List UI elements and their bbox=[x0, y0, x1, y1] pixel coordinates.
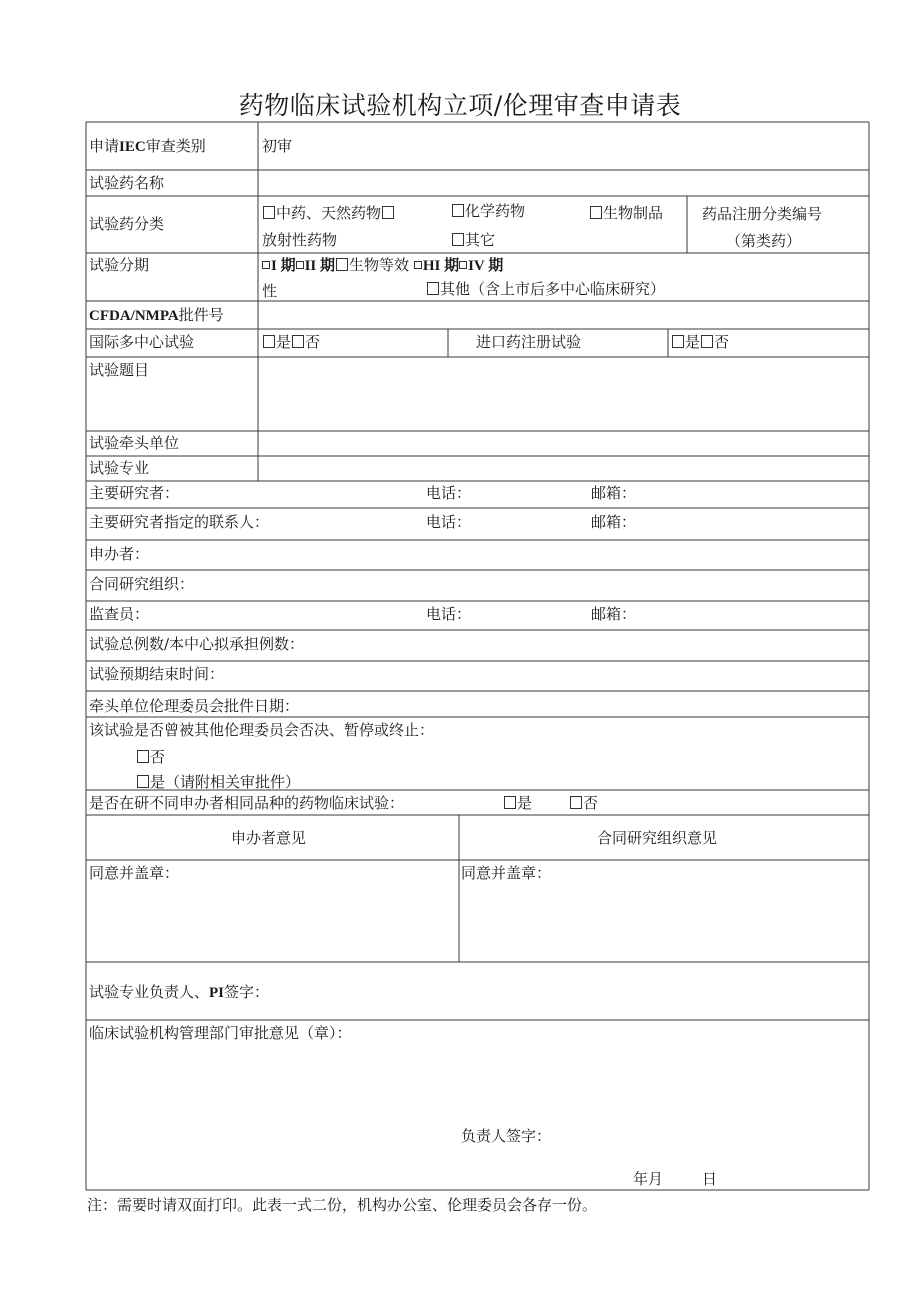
management-label: 临床试验机构管理部门审批意见（章）： bbox=[89, 1024, 352, 1042]
approval-label: CFDA/NMPA批件号 bbox=[89, 306, 224, 324]
phase-options[interactable]: I 期 II 期 生物等效 HI 期 IV 期 bbox=[262, 256, 503, 275]
lead-ethics-label: 牵头单位伦理委员会批件日期： bbox=[89, 697, 300, 715]
checkbox-icon bbox=[672, 335, 684, 348]
intl-label: 国际多中心试验 bbox=[89, 333, 195, 351]
contact-email-label: 邮箱： bbox=[591, 513, 637, 531]
sponsor-label: 申办者： bbox=[89, 545, 150, 563]
drug-class-bio-option[interactable]: 生物制品 bbox=[589, 204, 663, 222]
rejected-yes-option[interactable]: 是（请附相关审批件） bbox=[136, 773, 300, 791]
checkbox-icon bbox=[292, 335, 304, 348]
review-type-value: 初审 bbox=[262, 137, 293, 155]
drug-class-chem-option[interactable]: 化学药物 bbox=[451, 202, 525, 220]
same-variety-question: 是否在研不同申办者相同品种的药物临床试验： bbox=[89, 794, 405, 812]
sponsor-opinion-header: 申办者意见 bbox=[231, 829, 307, 847]
checkbox-icon bbox=[427, 282, 439, 295]
checkbox-icon bbox=[263, 206, 275, 219]
checkbox-icon bbox=[590, 206, 602, 219]
checkbox-icon bbox=[262, 261, 270, 269]
checkbox-icon bbox=[504, 796, 516, 809]
checkbox-icon bbox=[296, 261, 304, 269]
same-variety-no-option[interactable]: 否 bbox=[569, 794, 598, 812]
monitor-label: 监查员： bbox=[89, 605, 150, 623]
checkbox-icon bbox=[452, 233, 464, 246]
review-type-label: 申请IEC审查类别 bbox=[89, 137, 206, 155]
sponsor-agree-label: 同意并盖章： bbox=[89, 864, 180, 882]
checkbox-icon bbox=[414, 261, 422, 269]
phase-bioeq-tail: 性 bbox=[262, 282, 278, 300]
management-signer-label: 负责人签字： bbox=[461, 1127, 552, 1145]
rejected-question: 该试验是否曾被其他伦理委员会否决、暂停或终止： bbox=[89, 721, 435, 739]
checkbox-icon bbox=[137, 750, 149, 763]
checkbox-icon bbox=[263, 335, 275, 348]
lead-unit-field[interactable] bbox=[260, 433, 866, 454]
reg-class-value: （第类药） bbox=[726, 232, 802, 250]
checkbox-icon bbox=[137, 775, 149, 788]
same-variety-yes-option[interactable]: 是 bbox=[503, 794, 532, 812]
lead-unit-label: 试验牵头单位 bbox=[89, 434, 180, 452]
specialty-field[interactable] bbox=[260, 458, 866, 479]
monitor-email-label: 邮箱： bbox=[591, 605, 637, 623]
drug-name-field[interactable] bbox=[260, 172, 866, 194]
checkbox-icon bbox=[452, 204, 464, 217]
checkbox-icon bbox=[336, 258, 348, 271]
import-yes-no[interactable]: 是 否 bbox=[671, 333, 729, 351]
topic-field[interactable] bbox=[260, 359, 866, 429]
cro-opinion-header: 合同研究组织意见 bbox=[597, 829, 718, 847]
page-title: 药物临床试验机构立项/伦理审查申请表 bbox=[238, 91, 682, 120]
checkbox-icon bbox=[459, 261, 467, 269]
phase-other-option[interactable]: 其他（含上市后多中心临床研究） bbox=[426, 280, 665, 298]
cro-agree-label: 同意并盖章： bbox=[461, 864, 552, 882]
drug-class-label: 试验药分类 bbox=[89, 215, 165, 233]
pi-email-label: 邮箱： bbox=[591, 484, 637, 502]
checkbox-icon bbox=[701, 335, 713, 348]
reg-class-label: 药品注册分类编号 bbox=[702, 205, 823, 223]
drug-class-tcm-option[interactable]: 中药、天然药物 bbox=[262, 204, 395, 222]
import-reg-label: 进口药注册试验 bbox=[476, 333, 582, 351]
contact-label: 主要研究者指定的联系人： bbox=[89, 513, 270, 531]
checkbox-icon bbox=[570, 796, 582, 809]
end-time-label: 试验预期结束时间： bbox=[89, 665, 225, 683]
rejected-no-option[interactable]: 否 bbox=[136, 748, 165, 766]
phase-label: 试验分期 bbox=[89, 256, 150, 274]
checkbox-icon bbox=[382, 206, 394, 219]
pi-sign-label: 试验专业负责人、PI签字： bbox=[89, 983, 270, 1001]
monitor-phone-label: 电话： bbox=[426, 605, 472, 623]
topic-label: 试验题目 bbox=[89, 361, 150, 379]
cases-label: 试验总例数/本中心拟承担例数： bbox=[89, 635, 305, 653]
pi-label: 主要研究者： bbox=[89, 484, 180, 502]
pi-phone-label: 电话： bbox=[426, 484, 472, 502]
intl-yes-no[interactable]: 是 否 bbox=[262, 333, 320, 351]
drug-class-other-option[interactable]: 其它 bbox=[451, 231, 495, 249]
specialty-label: 试验专业 bbox=[89, 459, 150, 477]
management-date-day: 日 bbox=[702, 1170, 718, 1188]
cro-label: 合同研究组织： bbox=[89, 575, 195, 593]
footer-note: 注：需要时请双面打印。此表一式二份，机构办公室、伦理委员会各存一份。 bbox=[87, 1196, 598, 1214]
management-date-ym: 年月 bbox=[633, 1170, 664, 1188]
drug-class-radio-option: 放射性药物 bbox=[262, 231, 338, 249]
contact-phone-label: 电话： bbox=[426, 513, 472, 531]
drug-name-label: 试验药名称 bbox=[89, 174, 165, 192]
approval-field[interactable] bbox=[260, 303, 866, 327]
